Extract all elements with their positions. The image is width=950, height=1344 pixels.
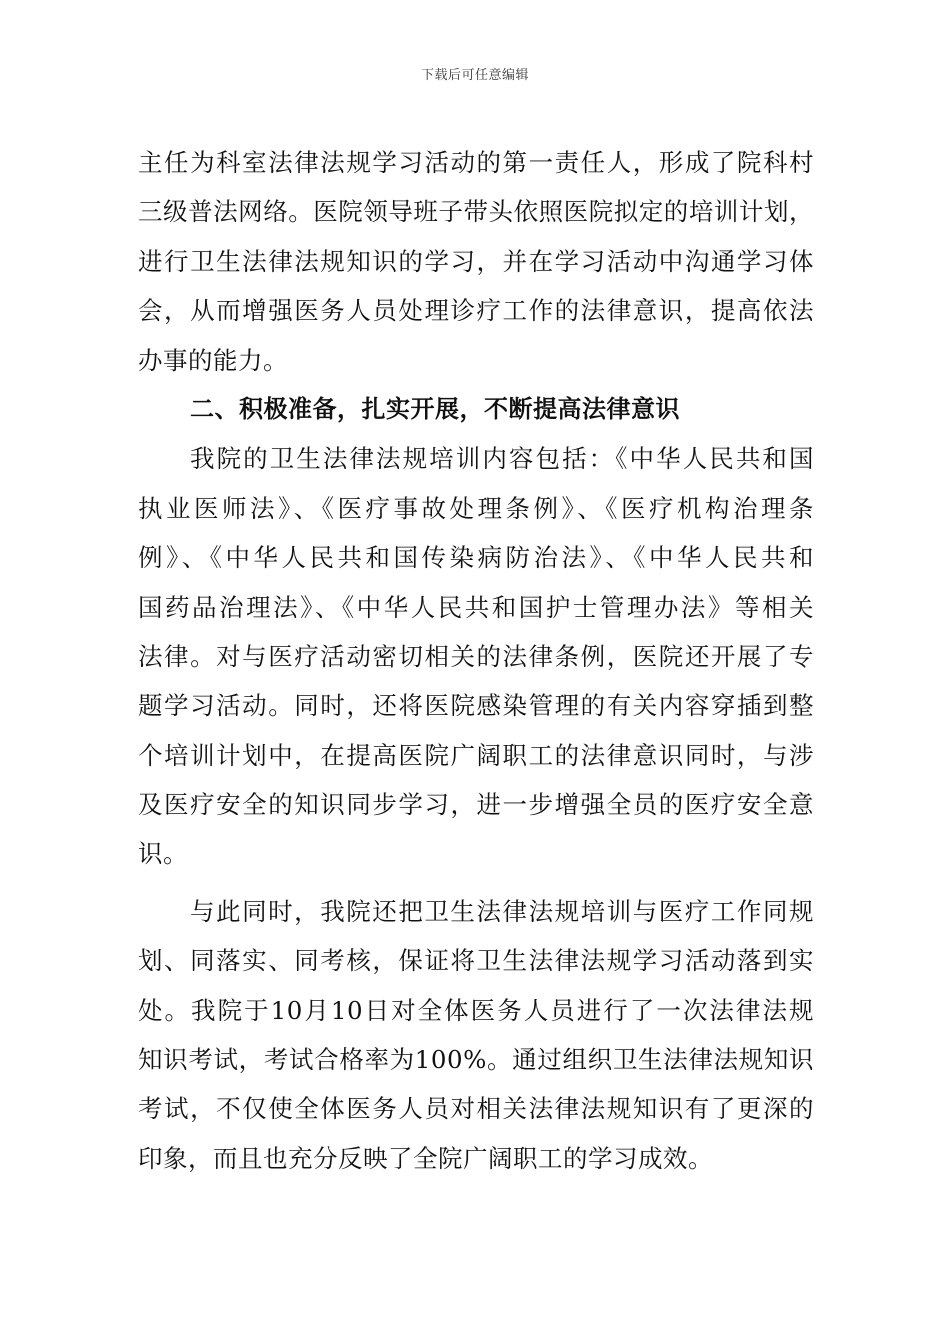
- text-line: 及医疗安全的知识同步学习，进一步增强全员的医疗安全意: [138, 790, 814, 820]
- paragraph-spacer: [138, 879, 814, 887]
- text-line: 考试，不仅使全体医务人员对相关法律法规知识有了更深的: [138, 1094, 814, 1124]
- text-line: 个培训计划中，在提高医院广阔职工的法律意识同时，与涉: [138, 740, 814, 770]
- section-heading: 二、积极准备，扎实开展，不断提高法律意识: [190, 394, 680, 423]
- page-header: 下载后可任意编辑: [420, 68, 529, 83]
- text-line: 法律。对与医疗活动密切相关的法律条例，医院还开展了专: [138, 641, 814, 671]
- text-line: 与此同时，我院还把卫生法律法规培训与医疗工作同规: [190, 896, 814, 926]
- text-line: 执业医师法》、《医疗事故处理条例》、《医疗机构治理条: [138, 493, 814, 523]
- text-line: 知识考试，考试合格率为100%。通过组织卫生法律法规知识: [138, 1045, 814, 1075]
- text-line: 主任为科室法律法规学习活动的第一责任人，形成了院科村: [138, 148, 814, 177]
- text-line: 我院的卫生法律法规培训内容包括：《中华人民共和国: [190, 444, 814, 474]
- paragraph: [138, 887, 814, 1183]
- text-line: 例》、《中华人民共和国传染病防治法》、《中华人民共和: [138, 543, 814, 573]
- text-line: 国药品治理法》、《中华人民共和国护士管理办法》等相关: [138, 592, 814, 622]
- paragraph: [138, 434, 814, 879]
- text-line: 划、同落实、同考核，保证将卫生法律法规学习活动落到实: [138, 946, 814, 976]
- text-line: 进行卫生法律法规知识的学习，并在学习活动中沟通学习体: [138, 246, 814, 276]
- text-line: 三级普法网络。医院领导班子带头依照医院拟定的培训计划，: [138, 197, 814, 227]
- text-line: 题学习活动。同时，还将医院感染管理的有关内容穿插到整: [138, 691, 814, 721]
- text-line: 处。我院于10月10日对全体医务人员进行了一次法律法规: [138, 995, 814, 1025]
- text-line: 识。: [138, 839, 188, 869]
- text-line: 会，从而增强医务人员处理诊疗工作的法律意识，提高依法: [138, 296, 814, 326]
- text-line: 印象，而且也充分反映了全院广阔职工的学习成效。: [138, 1143, 713, 1173]
- document-body: [138, 138, 814, 1183]
- text-line: 办事的能力。: [138, 345, 288, 375]
- paragraph: [138, 138, 814, 385]
